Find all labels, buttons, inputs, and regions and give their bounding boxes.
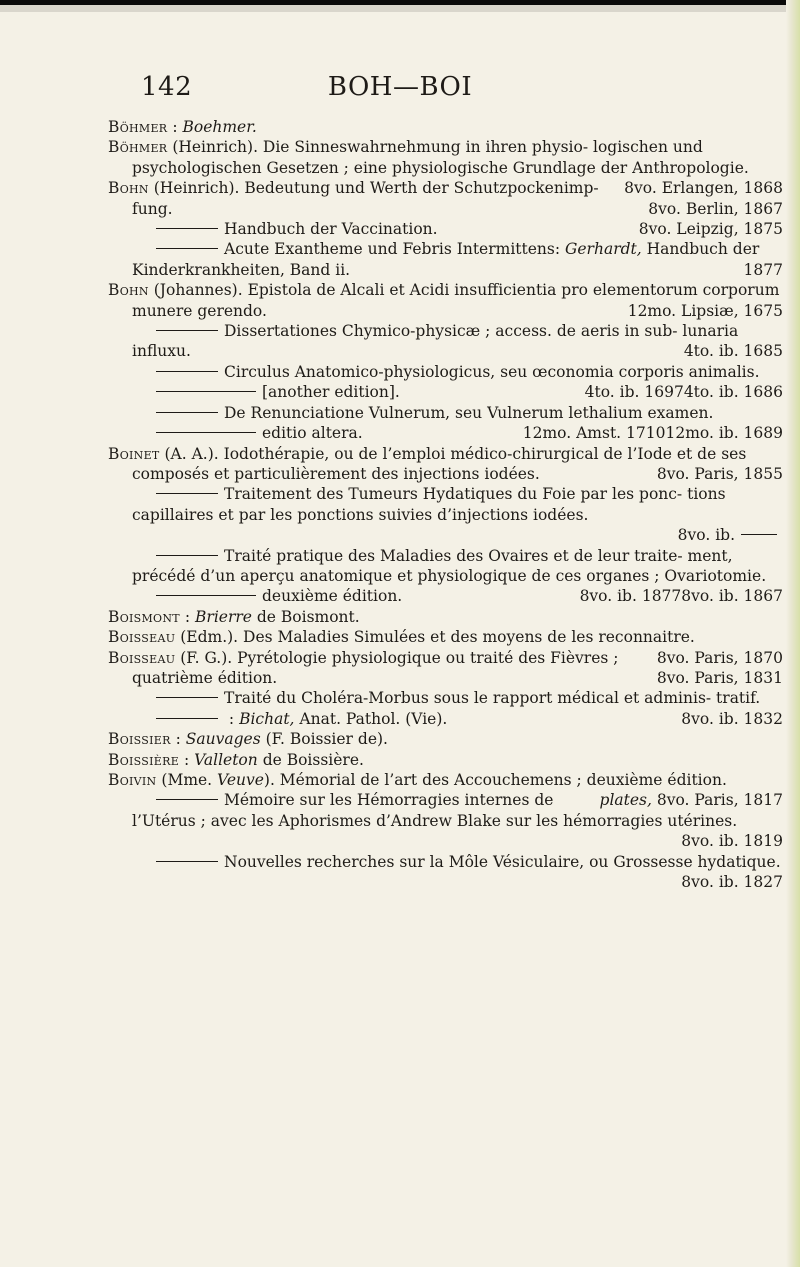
page-gutter-edge [786,0,800,1267]
entry-bohn-johannes [108,280,783,321]
cross-reference: Boehmer. [182,118,257,136]
entry-imprint: 8vo. ib. [132,525,783,545]
entry-author: Boinet [108,444,160,463]
entry-title: deuxième édition. [262,587,403,606]
entry-boissiere-xref: Boissière : Valleton de Boissière. [108,750,364,769]
entry-title: Mémoire sur les Hémorragies internes de l’Utérus ; avec les Aphorismes d’Andrew Blake sur les hémorragies utérines. [132,791,738,830]
ditto-rule [156,861,218,862]
entry-imprint: 8vo. Paris, 1855 [656,464,783,483]
entry-title: (A. A.). Iodothérapie, ou de l’emploi médico-chirurgical de l’Iode et de ses composés et particulièrement des injections iodées. [132,444,747,483]
ditto-rule [156,555,218,556]
entry-title: editio altera. [262,424,363,443]
page-top-rule [0,0,800,12]
entry-sub [108,484,783,545]
entry-sub [108,852,783,892]
entry-author: Boivin [108,771,157,789]
entry-boismont-xref: Boismont : Brierre de Boismont. [108,607,360,626]
entry-title: Dissertationes Chymico-physicæ ; access. de aeris in sub- lunaria influxu. [132,322,739,361]
ditto-rule [156,697,218,698]
entry-sub: : Bichat, Anat. Pathol. (Vie). [108,709,783,729]
entry-imprint: 4to. ib. 1697 [584,383,684,402]
ditto-rule [156,718,218,719]
entry-imprint: 12mo. Amst. 1710 [522,424,666,443]
entry-boissier-xref: Boissier : Sauvages (F. Boissier de). [108,730,388,749]
entry-author: Boisseau [108,628,176,647]
entry-author: Böhmer [108,138,168,157]
cross-reference: Sauvages [185,730,261,749]
entry-imprint: 8vo. Paris, 1870 [656,648,783,667]
entry-imprint: 12mo. ib. 1689 [665,424,783,443]
entry-sub [108,321,783,362]
entry-imprint: 8vo. Erlangen, 1868 [624,179,783,198]
entry-author: Bohn [108,281,149,300]
entry-author: Boisseau [108,648,176,667]
ditto-rule [156,493,218,494]
ditto-rule [156,432,256,433]
bibliography-list [108,117,783,892]
ditto-rule [156,391,256,392]
entry-boisseau-edm [108,627,783,667]
ditto-rule [156,228,218,229]
entry-author: Boissière [108,750,180,769]
cross-reference: Bichat, [239,709,295,728]
ditto-rule [156,330,218,331]
page-header [0,72,800,102]
entry-title: [another edition]. [262,383,400,402]
entry-title: (Heinrich). Die Sinneswahrnehmung in ihren physio- logischen und psychologischen Gesetzen ; eine physiologische Grundlage der Anthropologie. [132,138,749,177]
ditto-rule [156,371,218,372]
page-number: 142 [141,72,193,102]
entry-title: De Renunciatione Vulnerum, seu Vulnerum lethalium examen. [224,403,714,422]
entry-boinet [108,444,783,485]
entry-imprint: 8vo. ib. 1867 [681,587,783,606]
entry-title: Nouvelles recherches sur la Môle Vésiculaire, ou Grossesse hydatique. [224,852,781,871]
entry-imprint: 1877 [743,260,783,279]
ditto-rule [156,248,218,249]
entry-imprint: 4to. ib. 1686 [683,383,783,402]
entry-title: Traité pratique des Maladies des Ovaires et de leur traite- ment, précédé d’un aperçu anatomique et physiologique de ces organes ; Ovariotomie. [132,546,767,585]
entry-imprint: 8vo. ib. 1827 [681,873,783,892]
entry-title: (Edm.). Des Maladies Simulées et des moyens de les reconnaitre. [175,628,695,647]
entry-boivin: Boivin (Mme. Veuve). Mémorial de l’art des Accouchemens ; deuxième édition. plates, 8vo. Paris, 1817 [108,771,783,810]
entry-boehmer-xref: Böhmer : Boehmer. [108,118,257,136]
entry-imprint: 8vo. Leipzig, 1875 [638,220,783,239]
ditto-rule [156,799,218,800]
entry-imprint: 8vo. ib. 1819 [681,832,783,851]
entry-title: (Johannes). Epistola de Alcali et Acidi insufficientia pro elementorum corporum munere gerendo. [132,281,780,320]
entry-imprint: 8vo. Berlin, 1867 [648,199,783,218]
entry-title: Circulus Anatomico-physiologicus, seu œconomia corporis animalis. [224,362,760,381]
running-head: BOH—BOI [327,72,473,102]
ditto-rule [156,412,218,413]
entry-imprint: 8vo. ib. 1877 [579,587,682,606]
entry-title: Traité du Choléra-Morbus sous le rapport médical et adminis- tratif. [224,689,761,708]
entry-title: (Heinrich). Bedeutung und Werth der Schutzpockenimp- fung. [132,179,599,218]
entry-sub: Acute Exantheme und Febris Intermittens: Gerhardt, Handbuch der Kinderkrankheiten, Band ii. 1877 [132,240,783,279]
entry-imprint: 4to. ib. 1685 [683,342,783,361]
entry-imprint: 12mo. Lipsiæ, 1675 [627,301,783,320]
entry-title: ). Mémorial de l’art des Accouchemens ; deuxième édition. [263,771,727,789]
entry-author: Boissier [108,730,171,749]
entry-sub [108,219,783,239]
entry-imprint: 8vo. Paris, 1831 [656,668,783,687]
entry-title: Traitement des Tumeurs Hydatiques du Foie par les ponc- tions capillaires et par les ponctions suivies d’injections iodées. [132,485,726,524]
entry-title: Handbuch der Vaccination. [224,220,438,239]
ditto-rule [156,595,256,596]
entry-sub [108,382,783,402]
cross-reference: Brierre [195,607,252,626]
cross-reference: Valleton [194,750,258,769]
entry-author: Bohn [108,179,149,198]
entry-author: Böhmer [108,118,168,136]
entry-author: Boismont [108,607,180,626]
ditto-rule [741,534,777,535]
entry-title: (F. G.). Pyrétologie physiologique ou traité des Fièvres ; quatrième édition. [132,648,619,687]
entry-imprint: 8vo. ib. 1832 [681,709,783,728]
entry-imprint: plates, 8vo. Paris, 1817 [599,791,783,810]
entry-title: Acute Exantheme und Febris Intermittens: [224,240,565,259]
